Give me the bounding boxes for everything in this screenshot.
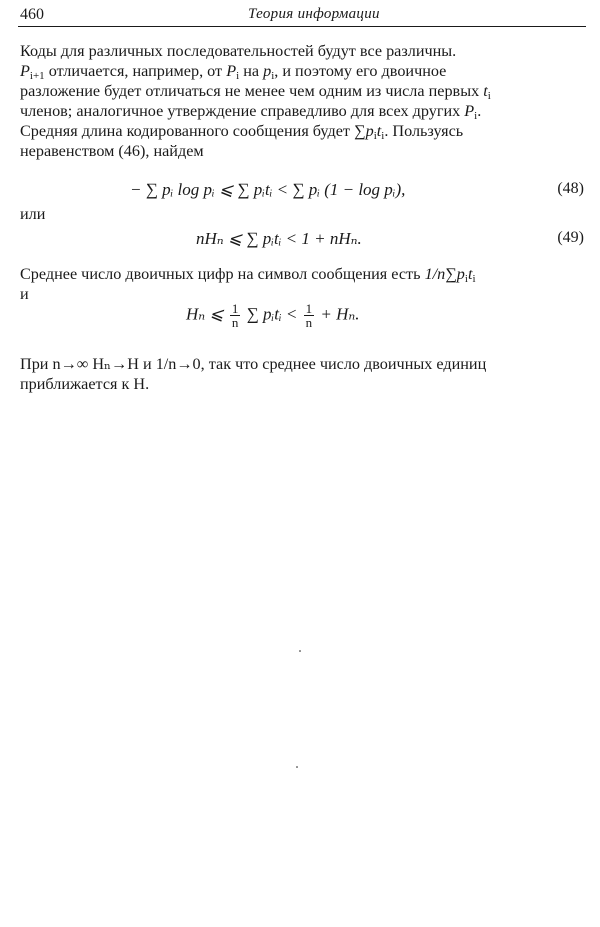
- running-header: [18, 4, 586, 27]
- paragraph-average: [20, 264, 586, 304]
- equation-48: − ∑ pᵢ log pᵢ ⩽ ∑ pᵢtᵢ < ∑ pᵢ (1 − log pᵢ),: [130, 180, 406, 199]
- fraction-one-over-n: $\frac{1}{n}$: [231, 301, 239, 330]
- para2-line1: Среднее число двоичных цифр на символ сообщения есть $1/n\sum p_it_i$: [20, 265, 476, 285]
- para1-line2: $P_{i+1}$ отличается, например, от $P_i$ на $p_i$, и поэтому его двоичное: [20, 62, 447, 82]
- scan-speck: [296, 766, 298, 768]
- para1-line3: разложение будет отличаться не менее чем одним из числа первых $t_i$: [20, 82, 491, 102]
- or-word: или: [20, 205, 46, 223]
- para2-line2: и: [20, 285, 29, 303]
- equation-49: nHₙ ⩽ ∑ pᵢtᵢ < 1 + nHₙ.: [196, 229, 362, 248]
- paragraph-codes: [20, 41, 586, 161]
- scan-speck: [299, 650, 301, 652]
- running-title: Теория информации: [248, 6, 380, 22]
- equation-48-number: (48): [557, 180, 584, 197]
- equation-bound: Hₙ ⩽ $\frac{1}{n}$ ∑ pᵢtᵢ < $\frac{1}{n}$ + Hₙ.: [186, 301, 360, 330]
- equation-49-number: (49): [557, 229, 584, 246]
- para3-line1: При n→∞ Hₙ→H и 1/n→0, так что среднее число двоичных единиц: [20, 355, 487, 373]
- para1-line5: Средняя длина кодированного сообщения будет $\sum p_it_i$. Пользуясь: [20, 122, 464, 142]
- fraction-one-over-n-2: $\frac{1}{n}$: [305, 301, 313, 330]
- para1-line4: членов; аналогичное утверждение справедливо для всех других $P_i$.: [20, 102, 482, 122]
- paragraph-limit: [20, 354, 586, 394]
- para1-line1: Коды для различных последовательностей будут все различны.: [20, 42, 457, 60]
- para1-line6: неравенством (46), найдем: [20, 142, 204, 160]
- page-number: 460: [20, 6, 44, 23]
- para3-line2: приближается к H.: [20, 375, 150, 393]
